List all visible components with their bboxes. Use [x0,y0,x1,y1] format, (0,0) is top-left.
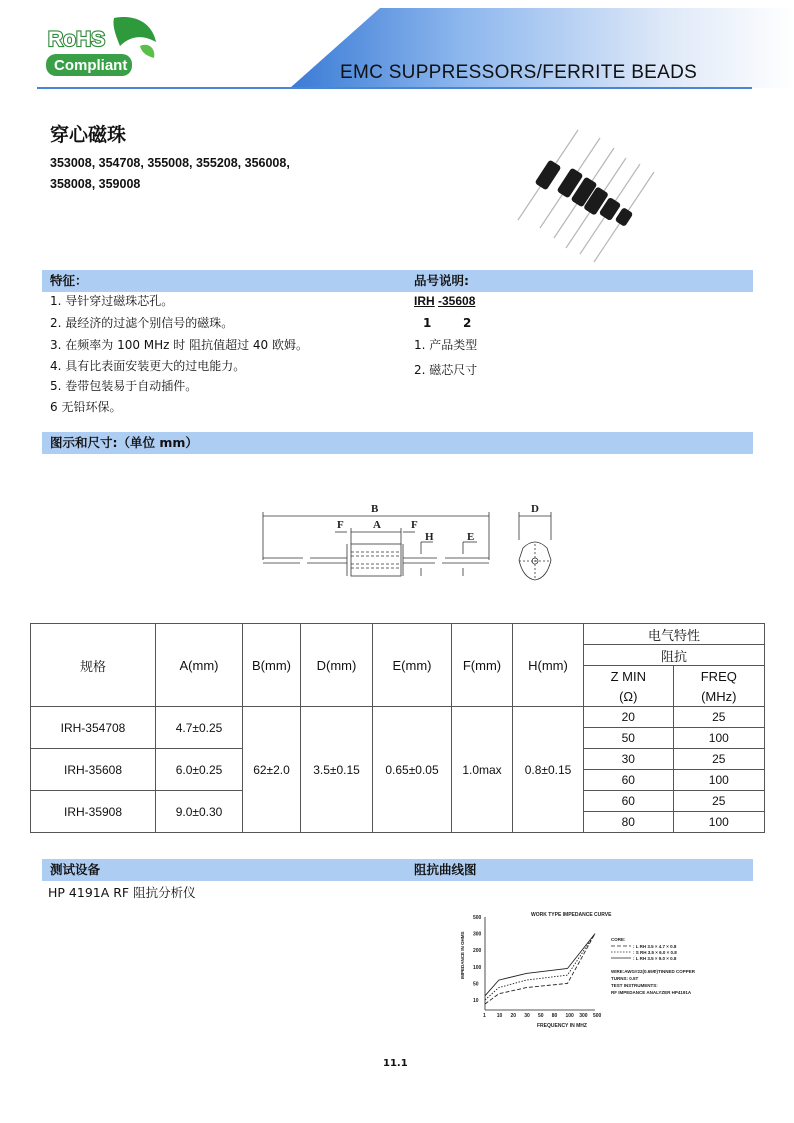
feature-item: 4. 具有比表面安装更大的过电能力。 [50,359,246,373]
part-code-type: IRH [414,294,435,308]
dimension-drawing [255,500,565,585]
y-tick-label: 50 [473,981,479,988]
feature-item: 1. 导针穿过磁珠芯孔。 [50,294,174,308]
legend-item-2: : S RH 3.5 × 6.0 × 0.8 [633,950,677,955]
dim-label-e: E [467,531,475,543]
cell-a: 9.0±0.30 [156,791,243,833]
col-electrical: 电气特性 [584,624,765,645]
legend-title: CORE: [611,937,626,942]
page-title: 穿心磁珠 [50,124,127,146]
dimensions-heading: 图示和尺寸:（单位 mm） [50,435,198,450]
cell-h: 0.8±0.15 [513,707,584,833]
y-tick-label: 300 [473,931,482,938]
cell-f: 1.0max [452,707,513,833]
chart-series-line [485,934,595,1004]
test-equipment-text: HP 4191A RF 阻抗分析仪 [48,885,196,900]
feature-item: 6 无铅环保。 [50,400,122,414]
col-zmin: Z MIN [584,666,674,687]
y-tick-label: 500 [473,915,482,921]
spec-table [30,623,765,833]
col-impedance: 阻抗 [584,645,765,666]
y-tick-label: 10 [473,998,479,1004]
rohs-logo [44,12,160,80]
col-a: A(mm) [156,624,243,707]
cell-z: 60 [584,791,674,812]
y-tick-label: 100 [473,964,482,971]
page-number: 11.1 [383,1058,408,1069]
features-heading: 特征： [50,273,88,288]
curve-heading: 阻抗曲线图 [414,862,477,877]
col-spec: 规格 [31,624,156,707]
header-rule [37,87,752,89]
x-tick-label: 1 [483,1013,486,1019]
cell-freq: 25 [673,749,764,770]
table-row [31,707,765,728]
feature-item: 3. 在频率为 100 MHz 时 阻抗值超过 40 欧姆。 [50,338,309,352]
cell-z: 80 [584,812,674,833]
dim-label-h: H [425,531,434,543]
leaf-icon [113,17,156,46]
dimensions-bar [42,432,753,454]
part-code-index-2: 2 [463,316,472,330]
header-title: EMC SUPPRESSORS/FERRITE BEADS [340,62,698,83]
part-code [414,294,475,308]
test-bar [42,859,753,881]
cell-part: IRH-35608 [31,749,156,791]
cell-a: 6.0±0.25 [156,749,243,791]
cell-z: 30 [584,749,674,770]
chart-title: WORK TYPE IMPEDANCE CURVE [531,912,612,918]
part-code-index-1: 1 [423,316,432,330]
cell-freq: 25 [673,791,764,812]
cell-d: 3.5±0.15 [301,707,373,833]
cell-freq: 100 [673,728,764,749]
part-number-heading: 品号说明: [414,273,469,288]
test-heading: 测试设备 [50,862,101,877]
cell-freq: 25 [673,707,764,728]
part-code-size: -35608 [438,294,476,308]
chart-note: TURNS: 0.5T [611,976,639,981]
part-numbers-line1: 353008, 354708, 355008, 355208, 356008, [50,156,290,170]
part-code-item: 2. 磁芯尺寸 [414,363,478,377]
x-tick-label: 300 [579,1013,588,1019]
x-tick-label: 30 [524,1013,530,1019]
dim-label-d: D [531,503,539,515]
cell-part: IRH-35908 [31,791,156,833]
cell-e: 0.65±0.05 [373,707,452,833]
chart-note: RF IMPEDANCE ANALYZER HP4191A [611,990,692,995]
chart-xlabel: FREQUENCY IN MHZ [537,1023,587,1029]
dim-label-a: A [373,519,381,531]
legend-item-1: : L RH 3.5 × 4.7 × 0.8 [633,944,677,949]
part-code-item: 1. 产品类型 [414,338,478,352]
cell-b: 62±2.0 [243,707,301,833]
y-tick-label: 200 [473,948,482,955]
col-d: D(mm) [301,624,373,707]
chart-note: TEST INSTRUMENTS: [611,983,658,988]
col-b: B(mm) [243,624,301,707]
col-zmin-unit: (Ω) [584,686,674,707]
col-freq-unit: (MHz) [673,686,764,707]
compliant-text: Compliant [54,57,128,74]
chart-note: WIRE:AWG#22(0.65Φ)TINNED COPPER [611,969,695,974]
legend-item-3: : L RH 3.5 × 9.0 × 0.8 [633,956,677,961]
x-tick-label: 500 [593,1013,602,1019]
x-tick-label: 100 [565,1013,574,1019]
col-freq: FREQ [673,666,764,687]
dim-label-b: B [371,503,379,515]
x-tick-label: 80 [551,1013,558,1019]
x-tick-label: 20 [510,1013,517,1019]
cell-part: IRH-354708 [31,707,156,749]
col-e: E(mm) [373,624,452,707]
cell-a: 4.7±0.25 [156,707,243,749]
chart-series-line [485,934,595,1000]
rohs-text: RoHS [48,28,106,51]
chart-ylabel: IMPEDANCE IN OHMS [460,931,465,979]
cell-freq: 100 [673,812,764,833]
cell-z: 60 [584,770,674,791]
features-bar [42,270,753,292]
dim-label-f-left: F [337,519,344,531]
cell-z: 50 [584,728,674,749]
dim-label-f-right: F [411,519,418,531]
x-tick-label: 50 [538,1013,544,1019]
feature-item: 2. 最经济的过滤个别信号的磁珠。 [50,316,234,330]
col-h: H(mm) [513,624,584,707]
ferrite-bead-photo [510,128,660,263]
cell-z: 20 [584,707,674,728]
feature-item: 5. 卷带包装易于自动插件。 [50,379,198,393]
impedance-chart [455,905,725,1035]
col-f: F(mm) [452,624,513,707]
cell-freq: 100 [673,770,764,791]
x-tick-label: 10 [496,1013,503,1019]
part-numbers-line2: 358008, 359008 [50,177,141,191]
